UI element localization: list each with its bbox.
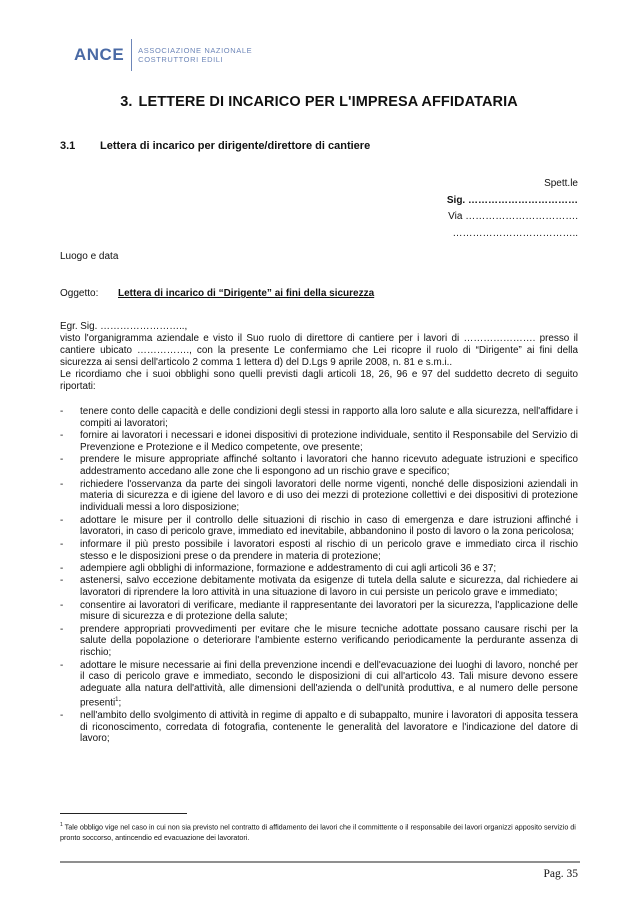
- list-item: [60, 539, 578, 563]
- list-item-text: astenersi, salvo eccezione debitamente motivata da esigenze di tutela della salute e sicurezza, dal richiedere ai lavoratori di riprendere la loro attività in una situazione di lavoro in cui persiste un pericolo grave e immediato;: [80, 575, 578, 599]
- footnote-text: Tale obbligo vige nel caso in cui non sia previsto nel contratto di affidamento dei lavori che il committente o il responsabile dei lavori organizzi apposito servizio di pronto soccorso, antincendio ed evacuazione dei lavoratori.: [60, 822, 576, 842]
- section-number: 3.1: [60, 140, 76, 152]
- list-dash: -: [60, 659, 64, 671]
- list-item: [60, 515, 578, 539]
- list-item-text: nell'ambito dello svolgimento di attività in regime di appalto e di subappalto, munire i lavoratori di apposita tessera di riconoscimento, corredata di fotografia, contenente le generalità del lavoratore e l'indicazione del datore di lavoro;: [80, 709, 578, 745]
- subject-label: Oggetto:: [60, 288, 99, 299]
- list-dash: -: [60, 514, 64, 526]
- ance-logo: [74, 38, 252, 72]
- greeting: Egr. Sig. ……………………..,: [60, 321, 188, 332]
- addressee-city: ………………………………..: [452, 227, 578, 239]
- list-item: [60, 454, 578, 478]
- footer-rule: [60, 861, 580, 863]
- list-item-text: adottare le misure per il controllo delle situazioni di rischio in caso di emergenza e dare istruzioni affinché i lavoratori, in caso di pericolo grave, immediato ed inevitabile, abbandonino il posto di lavoro o la zona pericolosa;: [80, 514, 578, 538]
- footnote-reference[interactable]: 1: [115, 697, 119, 704]
- list-dash: -: [60, 538, 64, 550]
- list-item-text: informare il più presto possibile i lavoratori esposti al rischio di un pericolo grave e immediato circa il rischio stesso e le disposizioni prese o da prendere in materia di protezione;: [80, 538, 578, 562]
- page-number: Pag. 35: [543, 868, 578, 880]
- list-item: [60, 563, 578, 575]
- obligations-list: [60, 406, 578, 746]
- list-item-text: richiedere l'osservanza da parte dei singoli lavoratori delle norme vigenti, nonché delle disposizioni aziendali in materia di sicurezza e di igiene del lavoro e di uso dei mezzi di protezione collettivi e dei dispositivi di protezione individuali messi a loro disposizione;: [80, 478, 578, 514]
- list-dash: -: [60, 599, 64, 611]
- footnote-separator: [60, 813, 187, 814]
- list-item-text: adottare le misure necessarie ai fini della prevenzione incendi e dell'evacuazione dei luoghi di lavoro, nonché per il caso di pericolo grave e immediato, secondo le disposizioni di cui all'articolo 43. Tali misure devono essere adeguate alla natura dell'attività, alle dimensioni dell'azienda o dell'unità produttiva, e al numero delle persone presenti: [80, 659, 578, 709]
- list-item: [60, 479, 578, 514]
- letter-body: [60, 321, 578, 392]
- place-and-date: Luogo e data: [60, 251, 119, 262]
- list-dash: -: [60, 575, 64, 587]
- logo-line-2: COSTRUTTORI EDILI: [138, 55, 224, 64]
- list-dash: -: [60, 406, 64, 417]
- list-item-text: tenere conto delle capacità e delle condizioni degli stessi in rapporto alla loro salute e alla sicurezza, nell'affidare i compiti ai lavoratori;: [80, 406, 578, 429]
- obligations-intro: Le ricordiamo che i suoi obblighi sono quelli previsti dagli articoli 18, 26, 96 e 97 del suddetto decreto di seguito riportati:: [60, 368, 578, 392]
- list-item: [60, 406, 578, 430]
- subject-line: [60, 288, 374, 299]
- logo-divider: [131, 39, 132, 71]
- list-item-text: consentire ai lavoratori di verificare, mediante il rappresentante dei lavoratori per la sicurezza, l'applicazione delle misure di sicurezza e di protezione della salute;: [80, 599, 578, 623]
- section-title: Lettera di incarico per dirigente/direttore di cantiere: [100, 140, 371, 152]
- list-item: [60, 600, 578, 624]
- logo-mark: ANCE: [74, 45, 125, 64]
- addressee-salutation: Spett.le: [544, 178, 578, 189]
- list-item-text: prendere appropriati provvedimenti per evitare che le misure tecniche adottate possano causare rischi per la salute della popolazione o deteriorare l'ambiente esterno verificando periodicamente la perdurante assenza di rischio;: [80, 623, 578, 659]
- list-item: [60, 710, 578, 745]
- addressee-name: Sig. ……………………………: [446, 194, 578, 206]
- chapter-number: 3.: [120, 94, 133, 110]
- logo-text: [138, 46, 252, 64]
- chapter-title: [0, 94, 638, 110]
- chapter-title-text: LETTERE DI INCARICO PER L'IMPRESA AFFIDATARIA: [138, 94, 518, 110]
- intro-paragraph: visto l'organigramma aziendale e visto il Suo ruolo di direttore di cantiere per i lavori di …………………. presso il cantiere ubicato ……………., con la presente Le confermiamo che Lei ricopre il ruolo di “Dirigente” ai fini della sicurezza ai sensi dell'articolo 2 comma 1 lettera d) del D.Lgs 9 aprile 2008, n. 81 e s.m.i..: [60, 332, 578, 368]
- list-item-tail: ;: [118, 697, 122, 709]
- list-item-text: prendere le misure appropriate affinché soltanto i lavoratori che hanno ricevuto adeguate istruzioni e specifico addestramento accedano alle zone che li espongono ad un rischio grave e specifico;: [80, 454, 578, 478]
- section-heading: [60, 140, 370, 152]
- list-item: [60, 624, 578, 659]
- list-dash: -: [60, 478, 64, 490]
- footnote-marker: 1: [60, 822, 63, 828]
- list-item: [60, 430, 578, 454]
- list-dash: -: [60, 562, 64, 574]
- logo-line-1: ASSOCIAZIONE NAZIONALE: [138, 46, 253, 55]
- list-dash: -: [60, 709, 64, 721]
- list-dash: -: [60, 430, 64, 442]
- list-dash: -: [60, 454, 64, 466]
- list-item: [60, 575, 578, 599]
- subject-text: Lettera di incarico di “Dirigente” ai fini della sicurezza: [118, 288, 375, 299]
- addressee-street: Via …………………………….: [448, 211, 578, 222]
- list-item-text: adempiere agli obblighi di informazione, formazione e addestramento di cui agli articoli 36 e 37;: [80, 562, 497, 574]
- addressee-block: [398, 176, 578, 242]
- list-item-text: fornire ai lavoratori i necessari e idonei dispositivi di protezione individuale, sentito il Responsabile del Servizio di Prevenzione e Protezione e il Medico competente, ove presente;: [80, 430, 578, 453]
- list-dash: -: [60, 623, 64, 635]
- footnote: [60, 820, 585, 843]
- list-item: [60, 660, 578, 709]
